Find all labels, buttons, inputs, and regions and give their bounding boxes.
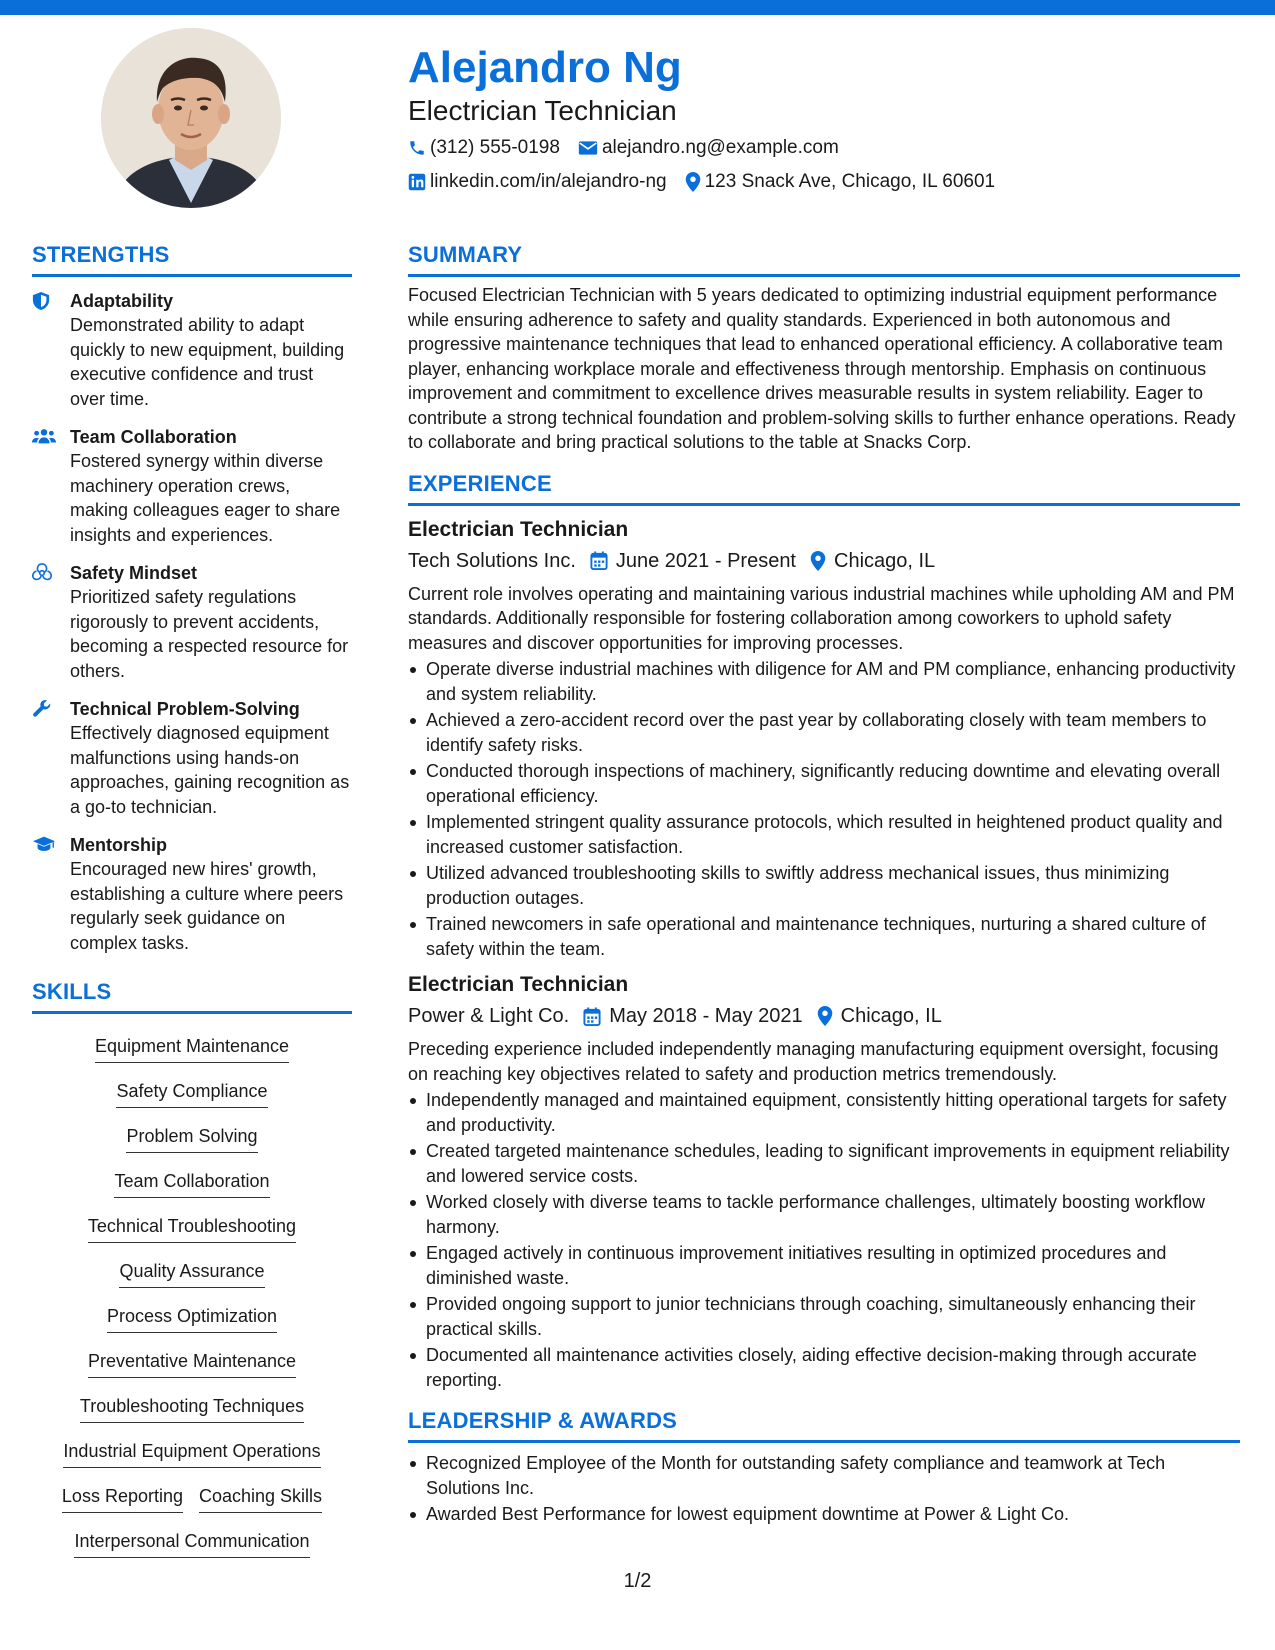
list-item: Utilized advanced troubleshooting skills to swiftly address mechanical issues, thus minimizing production outages. — [408, 861, 1240, 910]
strength-item — [32, 561, 352, 683]
shield-icon — [32, 291, 50, 311]
map-pin-icon — [817, 1006, 833, 1026]
job-meta — [408, 1001, 1240, 1031]
calendar-icon — [590, 551, 608, 570]
map-pin-icon — [810, 551, 826, 571]
list-item: Independently managed and maintained equipment, consistently hitting operational targets for safety and productivity. — [408, 1088, 1240, 1137]
contact-row-1 — [408, 134, 1238, 162]
left-column — [32, 240, 352, 1568]
job-entry — [408, 516, 1240, 962]
skill-tag: Safety Compliance — [116, 1079, 267, 1108]
skill-tag: Technical Troubleshooting — [88, 1214, 296, 1243]
job-dates — [583, 1001, 802, 1031]
summary-heading: SUMMARY — [408, 240, 1240, 277]
job-bullets — [408, 657, 1240, 961]
job-title: Electrician Technician — [408, 517, 629, 541]
job-company: Tech Solutions Inc. — [408, 549, 576, 572]
top-accent-bar — [0, 0, 1275, 15]
awards-list — [408, 1451, 1240, 1527]
skills-heading: SKILLS — [32, 977, 352, 1014]
linkedin-icon — [408, 173, 426, 191]
skill-tag: Problem Solving — [126, 1124, 257, 1153]
list-item: Documented all maintenance activities closely, aiding effective decision-making through accurate reporting. — [408, 1343, 1240, 1392]
skill-tag: Process Optimization — [107, 1304, 277, 1333]
skill-tag: Coaching Skills — [199, 1484, 322, 1513]
phone-contact[interactable] — [408, 134, 560, 162]
list-item: Worked closely with diverse teams to tackle performance challenges, ultimately boosting workflow harmony. — [408, 1190, 1240, 1239]
strength-title: Safety Mindset — [70, 563, 198, 583]
skill-tag: Preventative Maintenance — [88, 1349, 296, 1378]
profile-photo — [101, 28, 281, 208]
list-item: Recognized Employee of the Month for outstanding safety compliance and teamwork at Tech Solutions Inc. — [408, 1451, 1240, 1500]
job-entry — [408, 971, 1240, 1392]
strength-item — [32, 289, 352, 411]
job-dates — [590, 546, 796, 576]
candidate-name: Alejandro Ng — [408, 43, 682, 92]
address-contact — [685, 168, 996, 196]
job-location-text: Chicago, IL — [834, 549, 936, 572]
job-dates-text: May 2018 - May 2021 — [609, 1005, 803, 1027]
skill-tag: Industrial Equipment Operations — [63, 1439, 320, 1468]
candidate-title: Electrician Technician — [408, 95, 677, 126]
job-description: Preceding experience included independently managing manufacturing equipment oversight, focusing on reaching key objectives related to safety and production metrics tremendously. — [408, 1039, 1219, 1084]
job-location — [817, 1001, 942, 1031]
list-item: Engaged actively in continuous improvement initiatives resulting in optimized procedures and diminished waste. — [408, 1241, 1240, 1290]
strength-title: Technical Problem-Solving — [70, 699, 300, 719]
list-item: Provided ongoing support to junior technicians through coaching, simultaneously enhancing their practical skills. — [408, 1292, 1240, 1341]
list-item: Created targeted maintenance schedules, leading to significant improvements in equipment reliability and lowered service costs. — [408, 1139, 1240, 1188]
calendar-icon — [583, 1007, 601, 1026]
strength-title: Mentorship — [70, 835, 167, 855]
envelope-icon — [578, 139, 598, 157]
linkedin-text: linkedin.com/in/alejandro-ng — [430, 171, 667, 192]
job-description: Current role involves operating and maintaining various industrial machines while upholding AM and PM standards. Additionally responsible for fostering collaboration among coworkers to uphold safety measures and discover opportunities for improving processes. — [408, 583, 1235, 653]
graduation-cap-icon — [32, 835, 56, 853]
phone-text: (312) 555-0198 — [430, 137, 560, 158]
strength-desc: Demonstrated ability to adapt quickly to new equipment, building executive confidence and trust over time. — [70, 315, 345, 409]
job-location — [810, 546, 935, 576]
email-text: alejandro.ng@example.com — [601, 137, 839, 158]
summary-text: Focused Electrician Technician with 5 years dedicated to optimizing industrial equipment performance while ensuring adherence to safety and quality standards. Experienced in both autonomous and progressive maintenance techniques that lead to enhanced operational efficiency. A collaborative team player, enhancing workplace morale and effectiveness through mentorship. Emphasis on continuous improvement and commitment to excellence drives measurable results in system reliability. Eager to contribute a strong technical foundation and problem-solving skills to further enhance operations. Ready to collaborate and bring practical solutions to the table at Snacks Corp. — [408, 285, 1236, 452]
list-item: Operate diverse industrial machines with diligence for AM and PM compliance, enhancing productivity and system reliability. — [408, 657, 1240, 706]
email-contact[interactable] — [578, 134, 839, 162]
job-location-text: Chicago, IL — [840, 1005, 942, 1027]
list-item: Trained newcomers in safe operational and maintenance techniques, nurturing a shared culture of safety within the team. — [408, 912, 1240, 961]
skill-tag: Loss Reporting — [62, 1484, 183, 1513]
skill-tag: Quality Assurance — [119, 1259, 264, 1288]
job-meta — [408, 546, 1240, 576]
job-dates-text: June 2021 - Present — [615, 549, 796, 572]
address-text: 123 Snack Ave, Chicago, IL 60601 — [704, 171, 996, 192]
skill-tag: Troubleshooting Techniques — [80, 1394, 304, 1423]
strengths-list — [32, 289, 352, 955]
job-company: Power & Light Co. — [408, 1005, 570, 1027]
skill-tag: Interpersonal Communication — [74, 1529, 309, 1558]
map-pin-icon — [685, 172, 701, 192]
list-item: Conducted thorough inspections of machinery, significantly reducing downtime and elevating overall operational efficiency. — [408, 759, 1240, 808]
skill-tag: Team Collaboration — [114, 1169, 269, 1198]
users-icon — [32, 427, 56, 445]
skill-tag: Equipment Maintenance — [95, 1034, 289, 1063]
skills-list — [32, 1028, 352, 1568]
job-bullets — [408, 1088, 1240, 1392]
right-column — [408, 240, 1240, 1529]
resume-header — [408, 42, 1238, 196]
page-number: 1/2 — [623, 1570, 652, 1592]
strength-desc: Fostered synergy within diverse machinery operation crews, making colleagues eager to share insights and experiences. — [70, 451, 341, 545]
strength-desc: Effectively diagnosed equipment malfunctions using hands-on approaches, gaining recognition as a go-to technician. — [70, 723, 350, 817]
list-item: Achieved a zero-accident record over the past year by collaborating closely with team members to identify safety risks. — [408, 708, 1240, 757]
wrench-icon — [32, 699, 52, 719]
contact-row-2 — [408, 168, 1238, 196]
strength-desc: Prioritized safety regulations rigorously to prevent accidents, becoming a respected resource for others. — [70, 587, 349, 681]
biohazard-icon — [32, 563, 52, 583]
experience-heading: EXPERIENCE — [408, 469, 1240, 506]
linkedin-contact[interactable] — [408, 168, 667, 196]
job-title: Electrician Technician — [408, 973, 629, 996]
strength-title: Adaptability — [70, 291, 174, 311]
strength-desc: Encouraged new hires' growth, establishing a culture where peers regularly seek guidance on complex tasks. — [70, 859, 344, 953]
strength-item — [32, 697, 352, 819]
list-item: Awarded Best Performance for lowest equipment downtime at Power & Light Co. — [408, 1502, 1240, 1527]
strength-item — [32, 833, 352, 955]
strengths-heading: STRENGTHS — [32, 240, 352, 277]
strength-item — [32, 425, 352, 547]
awards-heading: LEADERSHIP & AWARDS — [408, 1406, 1240, 1443]
strength-title: Team Collaboration — [70, 427, 237, 447]
list-item: Implemented stringent quality assurance protocols, which resulted in heightened product quality and increased customer satisfaction. — [408, 810, 1240, 859]
phone-icon — [408, 139, 426, 157]
